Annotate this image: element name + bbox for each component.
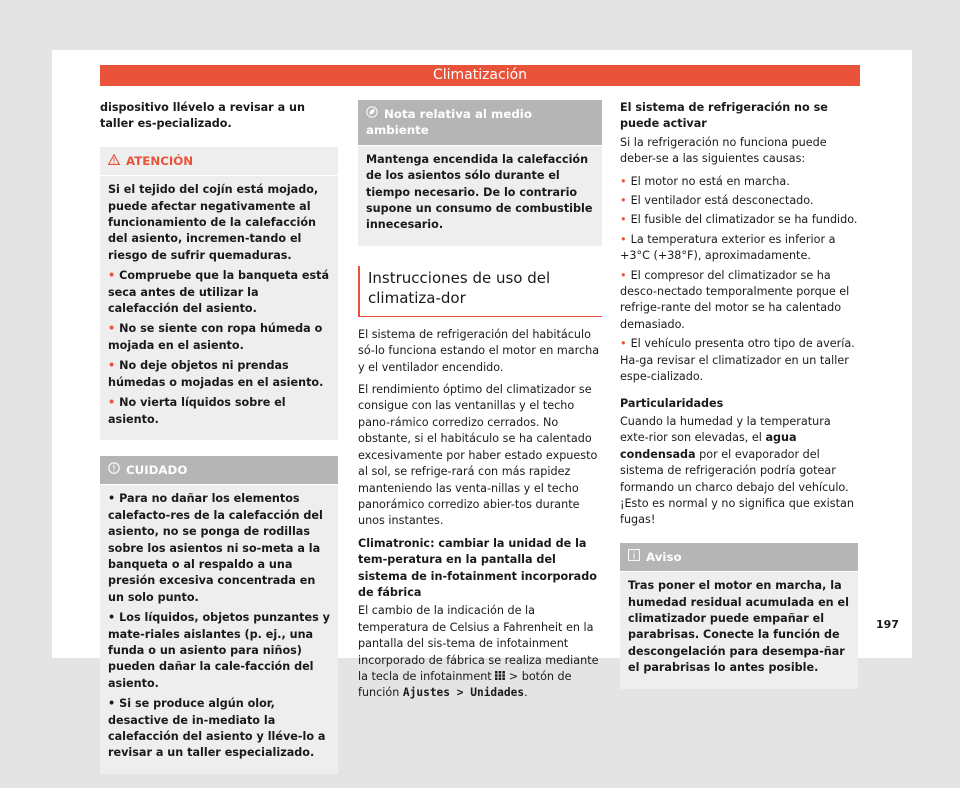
list-item: • Para no dañar los elementos calefacto-res de la calefacción del asiento, no se ponga de rodillas sobre los asientos ni so-meta a la banqueta o al respaldo a una presión excesiva concentrada en un solo punto. — [108, 492, 323, 604]
subheading-refrigeracion: El sistema de refrigeración no se puede activar — [620, 101, 828, 131]
paragraph: Cuando la humedad y la temperatura exte-rior son elevadas, el agua condensada por el evaporador del sistema de refrigeración podría gotear formando un charco debajo del vehículo. ¡Esto es normal y no significa que existan fugas! — [620, 414, 854, 527]
list-item: • Los líquidos, objetos punzantes y mate-riales aislantes (p. ej., una funda o un asiento para niños) pueden dañar la cale-facción del asiento. — [108, 611, 330, 690]
paragraph: El sistema de refrigeración del habitáculo só-lo funciona estando el motor en marcha y el ventilador encendido. — [358, 327, 600, 374]
paragraph: Si la refrigeración no funciona puede deber-se a las siguientes causas: — [620, 135, 827, 166]
column-2 — [358, 100, 602, 708]
atencion-header — [100, 147, 338, 176]
aviso-title: Aviso — [646, 549, 682, 564]
list-item: • El fusible del climatizador se ha fundido. — [620, 213, 858, 227]
info-circle-icon — [108, 462, 120, 478]
aviso-header — [620, 543, 858, 572]
paragraph: El cambio de la indicación de la temperatura de Celsius a Fahrenheit en la pantalla del sis-tema de infotainment incorporado de fábrica se realiza mediante la tecla de infotainment > botón de función Ajustes > Unidades. — [358, 604, 599, 700]
intro-text: dispositivo llévelo a revisar a un taller es-pecializado. — [100, 101, 305, 131]
column-3 — [620, 100, 858, 703]
list-item: • El ventilador está desconectado. — [620, 194, 814, 208]
menu-key-icon — [495, 670, 505, 683]
cuidado-title: CUIDADO — [126, 462, 188, 477]
info-square-icon — [628, 549, 640, 565]
chapter-header: Climatización — [100, 65, 860, 86]
list-item: • No vierta líquidos sobre el asiento. — [108, 396, 286, 426]
cuidado-body — [100, 485, 338, 774]
list-item: • Compruebe que la banqueta está seca antes de utilizar la calefacción del asiento. — [108, 269, 330, 316]
nota-title: Nota relativa al medio ambiente — [366, 107, 532, 138]
list-item: • El motor no está en marcha. — [620, 174, 790, 188]
list-item: • La temperatura exterior es inferior a +3°C (+38°F), aproximadamente. — [620, 232, 836, 263]
nota-header — [358, 100, 602, 146]
subheading-particularidades: Particularidades — [620, 396, 724, 410]
atencion-box — [100, 147, 338, 440]
subheading-climatronic: Climatronic: cambiar la unidad de la tem-peratura en la pantalla del sistema de in-fotainment incorporado de fábrica — [358, 536, 597, 599]
list-item: • No deje objetos ni prendas húmedas o mojadas en el asiento. — [108, 359, 324, 389]
nota-box — [358, 100, 602, 246]
list-item: • No se siente con ropa húmeda o mojada en el asiento. — [108, 322, 323, 352]
list-item: • Si se produce algún olor, desactive de in-mediato la calefacción del asiento y lléve-lo a revisar a un taller especializado. — [108, 697, 326, 760]
page-number: 197 — [876, 618, 899, 631]
list-item: • El vehículo presenta otro tipo de avería. Ha-ga revisar el climatizador en un taller espe-cializado. — [620, 337, 855, 384]
aviso-text: Tras poner el motor en marcha, la humedad residual acumulada en el climatizador puede empañar el parabrisas. Conecte la función de descongelación para desempa-ñar el parabrisas lo antes posible. — [628, 579, 849, 675]
cuidado-box — [100, 456, 338, 774]
warning-icon — [108, 153, 120, 169]
column-1 — [100, 100, 338, 788]
nota-text: Mantenga encendida la calefacción de los asientos sólo durante el tiempo necesario. De lo contrario supone un consumo de combustible innecesario. — [366, 152, 593, 232]
atencion-title: ATENCIÓN — [126, 153, 194, 168]
nota-body — [358, 146, 602, 246]
paragraph: El rendimiento óptimo del climatizador se consigue con las ventanillas y el techo pano-rámico corredizo cerrados. No obstante, si el habitáculo se ha calentado excesivamente por haber estado expuesto al sol, se refrige-rará con más rapidez manteniendo las venta-nillas y el techo panorámico corredizo abier-tos durante unos instantes. — [358, 383, 598, 528]
leaf-icon — [366, 106, 378, 122]
atencion-text: Si el tejido del cojín está mojado, puede afectar negativamente al funcionamiento de la calefacción del asiento, incremen-tando el riesgo de sufrir quemaduras. — [108, 183, 319, 262]
aviso-body — [620, 572, 858, 688]
aviso-box — [620, 543, 858, 689]
atencion-body — [100, 176, 338, 440]
section-title: Instrucciones de uso del climatiza-dor — [358, 266, 602, 317]
list-item: • El compresor del climatizador se ha desco-nectado temporalmente porque el refrige-rante del motor se ha calentado demasiado. — [620, 268, 850, 331]
cuidado-header — [100, 456, 338, 485]
function-button-label: Ajustes > Unidades — [402, 686, 525, 700]
